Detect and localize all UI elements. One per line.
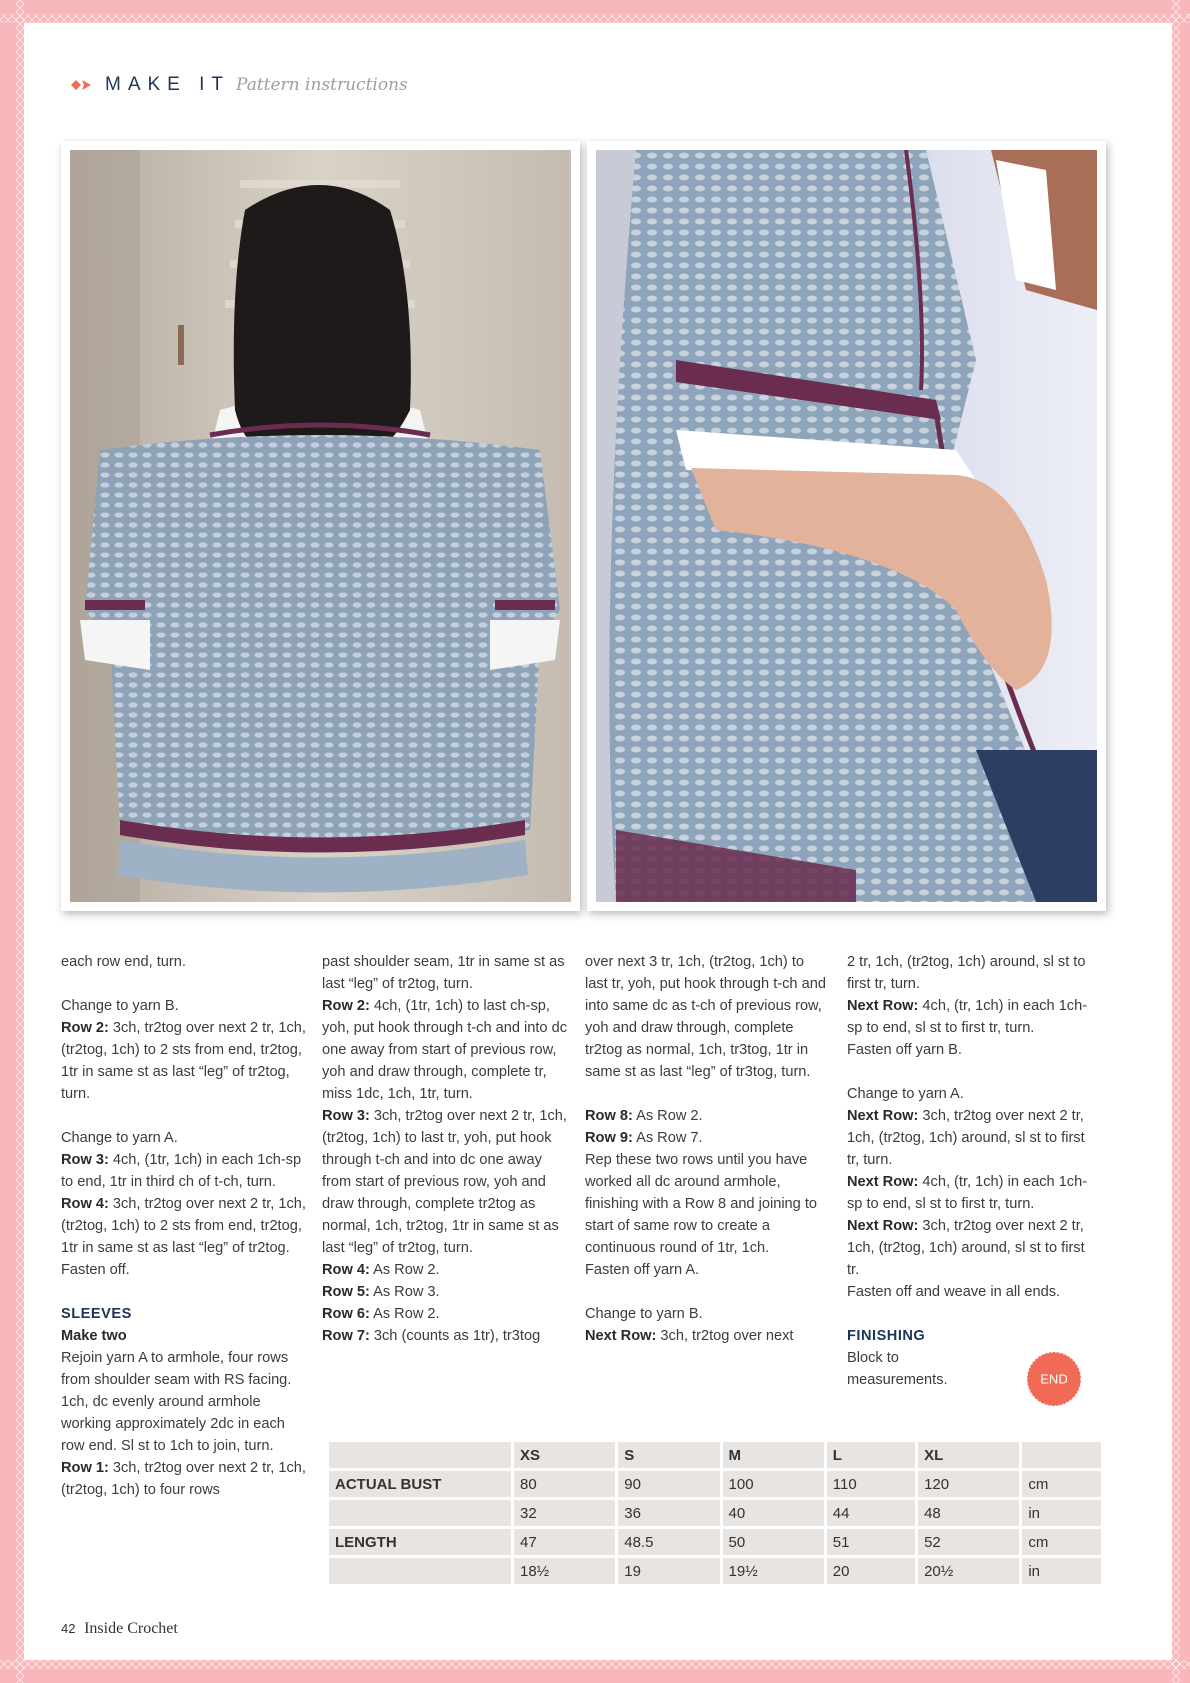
row-instruction: Next Row: 4ch, (tr, 1ch) in each 1ch-sp to end, sl st to first tr, turn. (847, 1174, 1088, 1212)
row-instruction: Row 3: 4ch, (1tr, 1ch) in each 1ch-sp to end, 1tr in third ch of t-ch, turn. (61, 1152, 302, 1190)
size-header-cell: L (827, 1442, 915, 1468)
size-value-cell: 36 (618, 1500, 719, 1526)
size-value-cell: 110 (827, 1471, 915, 1497)
row-instruction: Row 4: 3ch, tr2tog over next 2 tr, 1ch, (tr2tog, 1ch) to 2 sts from end, tr2tog, 1tr in same st as last “leg” of tr2tog. (61, 1196, 306, 1256)
end-badge (1026, 1351, 1082, 1407)
sleeve-closeup-photo (587, 141, 1106, 911)
section-title: MAKE IT (105, 74, 231, 95)
instruction-text: Change to yarn B. (585, 1306, 703, 1322)
instruction-text: Rep these two rows until you have worked all dc around armhole, finishing with a Row 8 and joining to start of same row to create a continuous round of 1tr, 1ch. (585, 1152, 818, 1256)
row-label: ACTUAL BUST (329, 1471, 511, 1497)
size-value-cell: 44 (827, 1500, 915, 1526)
size-table (326, 1439, 1104, 1587)
size-value-cell: 90 (618, 1471, 719, 1497)
instruction-text: Change to yarn B. (61, 998, 179, 1014)
instruction-text: 2 tr, 1ch, (tr2tog, 1ch) around, sl st to first tr, turn. (847, 954, 1086, 992)
unit-cell: cm (1022, 1529, 1101, 1555)
size-value-cell: 50 (723, 1529, 824, 1555)
size-value-cell: 18½ (514, 1558, 615, 1584)
size-row (329, 1471, 1101, 1497)
size-header-cell: XS (514, 1442, 615, 1468)
instruction-text: Fasten off yarn A. (585, 1262, 700, 1278)
size-value-cell: 120 (918, 1471, 1019, 1497)
size-value-cell: 52 (918, 1529, 1019, 1555)
unit-cell: cm (1022, 1471, 1101, 1497)
row-instruction: Next Row: 3ch, tr2tog over next 2 tr, 1ch, (tr2tog, 1ch) around, sl st to first tr. (847, 1218, 1085, 1278)
size-value-cell: 51 (827, 1529, 915, 1555)
size-header-row (329, 1442, 1101, 1468)
size-value-cell: 48 (918, 1500, 1019, 1526)
instruction-text: over next 3 tr, 1ch, (tr2tog, 1ch) to last tr, yoh, put hook through t-ch and into same dc as t-ch of previous row, yoh and draw through, complete tr2tog as normal, 1ch, tr3tog, 1tr in same st as last “leg” of tr3tog, turn. (585, 954, 826, 1080)
instructions-column-2 (322, 951, 567, 1347)
size-header-cell: S (618, 1442, 719, 1468)
instruction-text: Change to yarn A. (61, 1130, 178, 1146)
row-instruction: Row 2: 4ch, (1tr, 1ch) to last ch-sp, yoh, put hook through t-ch and into dc one away from start of previous row, yoh and draw through, complete tr, miss 1dc, 1ch, 1tr, turn. (322, 998, 568, 1102)
section-subtitle: Pattern instructions (236, 75, 408, 95)
row-instruction: Row 1: 3ch, tr2tog over next 2 tr, 1ch, (tr2tog, 1ch) to four rows (61, 1460, 306, 1498)
row-instruction: Row 2: 3ch, tr2tog over next 2 tr, 1ch, (tr2tog, 1ch) to 2 sts from end, tr2tog, 1tr in same st as last “leg” of tr2tog, turn. (61, 1020, 306, 1102)
row-instruction: Row 8: As Row 2. (585, 1108, 703, 1124)
row-label: LENGTH (329, 1529, 511, 1555)
instruction-text: Fasten off yarn B. (847, 1042, 962, 1058)
row-instruction: Next Row: 4ch, (tr, 1ch) in each 1ch-sp to end, sl st to first tr, turn. (847, 998, 1088, 1036)
back-view-photo (61, 141, 580, 911)
magazine-name: Inside Crochet (84, 1620, 178, 1637)
section-heading-sleeves: SLEEVES (61, 1306, 132, 1322)
size-value-cell: 47 (514, 1529, 615, 1555)
row-label (329, 1558, 511, 1584)
page-footer (61, 1620, 178, 1638)
row-instruction: Row 3: 3ch, tr2tog over next 2 tr, 1ch, (tr2tog, 1ch) to last tr, yoh, put hook through t-ch and into dc one away from start of previous row, yoh and draw through, complete tr2tog as normal, 1ch, tr2tog, 1tr in same st as last “leg” of tr2tog, turn. (322, 1108, 567, 1256)
end-label: END (1040, 1371, 1068, 1387)
instruction-text: each row end, turn. (61, 954, 186, 970)
unit-cell: in (1022, 1558, 1101, 1584)
subheading-make-two: Make two (61, 1328, 127, 1344)
section-heading-finishing: FINISHING (847, 1328, 926, 1344)
size-header-cell: M (723, 1442, 824, 1468)
row-instruction: Row 7: 3ch (counts as 1tr), tr3tog (322, 1328, 541, 1344)
unit-cell: in (1022, 1500, 1101, 1526)
row-instruction: Row 9: As Row 7. (585, 1130, 703, 1146)
row-instruction: Next Row: 3ch, tr2tog over next 2 tr, 1ch, (tr2tog, 1ch) around, sl st to first tr, turn. (847, 1108, 1085, 1168)
instruction-text: Fasten off and weave in all ends. (847, 1284, 1061, 1300)
size-value-cell: 19 (618, 1558, 719, 1584)
size-value-cell: 80 (514, 1471, 615, 1497)
double-arrow-icon (71, 78, 93, 92)
row-instruction: Next Row: 3ch, tr2tog over next (585, 1328, 794, 1344)
size-value-cell: 100 (723, 1471, 824, 1497)
row-label (329, 1500, 511, 1526)
size-value-cell: 20½ (918, 1558, 1019, 1584)
page-number: 42 (61, 1621, 76, 1636)
instruction-text: Block to measurements. (847, 1350, 948, 1388)
row-instruction: Row 4: As Row 2. (322, 1262, 440, 1278)
instruction-text: Rejoin yarn A to armhole, four rows from shoulder seam with RS facing. 1ch, dc evenly around armhole working approximately 2dc in each row end. Sl st to 1ch to join, turn. (61, 1350, 292, 1454)
instructions-column-3 (585, 951, 830, 1347)
size-value-cell: 40 (723, 1500, 824, 1526)
row-instruction: Row 5: As Row 3. (322, 1284, 440, 1300)
size-header-cell: XL (918, 1442, 1019, 1468)
size-row (329, 1558, 1101, 1584)
size-value-cell: 48.5 (618, 1529, 719, 1555)
size-value-cell: 32 (514, 1500, 615, 1526)
instruction-text: Fasten off. (61, 1262, 130, 1278)
size-value-cell: 20 (827, 1558, 915, 1584)
instructions-column-4 (847, 951, 1092, 1391)
section-header (71, 70, 408, 100)
table-corner-cell (329, 1442, 511, 1468)
unit-header-cell (1022, 1442, 1101, 1468)
size-row (329, 1529, 1101, 1555)
instruction-text: Change to yarn A. (847, 1086, 964, 1102)
instruction-text: past shoulder seam, 1tr in same st as last “leg” of tr2tog, turn. (322, 954, 565, 992)
size-value-cell: 19½ (723, 1558, 824, 1584)
size-row (329, 1500, 1101, 1526)
row-instruction: Row 6: As Row 2. (322, 1306, 440, 1322)
instructions-column-1 (61, 951, 306, 1501)
